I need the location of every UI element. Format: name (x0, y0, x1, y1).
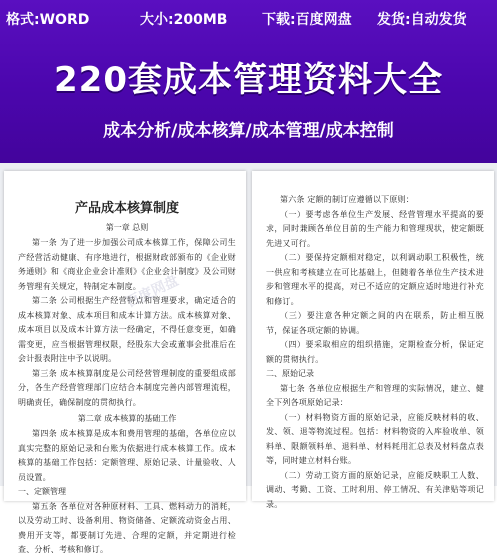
chapter-heading: 第二章 成本核算的基础工作 (77, 414, 177, 423)
document-title: 产品成本核算制度 (74, 201, 179, 216)
paragraph: 第五条 各单位对各种原材料、工具、燃料动力的消耗，以及劳动工时、设备利用、物资储备、定额流动资金占用、费用开支等，都要制订先进、合理的定额，并定期进行检查、分析、考核和修订。 (18, 501, 236, 554)
list-item: （四）要采取相应的组织措施，定期检查分析，保证定额的贯彻执行。 (266, 340, 484, 364)
delivery-label: 发货:自动发货 (377, 12, 467, 28)
promo-banner (0, 0, 497, 163)
paragraph: 第三条 成本核算制度是公司经营管理制度的重要组成部分，各生产经营管理部门应结合本制度完善内部管理流程，明确责任，确保制度的贯彻执行。 (18, 368, 236, 407)
info-bar (0, 0, 497, 34)
watermark: 百度网盘 (123, 272, 182, 311)
paragraph: 第六条 定额的制订应遵循以下原则： (280, 195, 414, 204)
paragraph: 第四条 成本核算是成本和费用管理的基础，各单位应以真实完整的原始记录和台账为依据进行成本核算工作。成本核算的基础工作包括：定额管理、原始记录、计量验收、人员设置。 (18, 429, 236, 482)
download-label: 下载:百度网盘 (262, 12, 352, 28)
list-item: （一）要考虑各单位生产发展、经营管理水平提高的要求，同时兼顾各单位目前的生产能力和管理现状，使定额既先进又可行。 (266, 209, 484, 248)
banner-title: 220套成本管理资料大全 (54, 60, 443, 100)
section-heading: 二、原始记录 (266, 369, 314, 378)
list-item: （一）材料物资方面的原始记录，应能反映材料的收、发、领、退等物流过程。包括：材料物资的入库验收单、领料单、限额领料单、退料单、材料耗用汇总表及材料盘点表等，同时建立材料台账。 (266, 412, 484, 465)
paragraph: 第二条 公司根据生产经营特点和管理要求，确定适合的成本核算对象、成本项目和成本计算方法。成本核算对象、成本项目以及成本计算方法一经确定，不得任意变更，如确需变更，应当根据管理权限，经股东大会或董事会批准后在会计报表附注中予以说明。 (18, 296, 236, 363)
list-item: （二）要保持定额相对稳定，以利调动职工积极性，统一供应和考核建立在可比基础上，但随着各单位生产技术进步和管理水平的提高，对已不适应的定额应适时地进行补充和修订。 (266, 253, 484, 306)
format-label: 格式:WORD (6, 12, 90, 28)
paragraph: 第七条 各单位应根据生产和管理的实际情况，建立、健全下列各项原始记录： (266, 383, 484, 407)
chapter-heading: 第一章 总则 (105, 223, 149, 232)
list-item: （二）劳动工资方面的原始记录，应能反映职工人数、调动、考勤、工资、工时利用、停工情况、有关津贴等项记录。 (266, 470, 484, 509)
section-heading: 一、定额管理 (18, 487, 66, 496)
size-label: 大小:200MB (140, 12, 228, 28)
banner-subtitle: 成本分析/成本核算/成本管理/成本控制 (103, 121, 394, 141)
paragraph: 第一条 为了进一步加强公司成本核算工作，保障公司生产经营活动健康、有序地进行，根据财政部颁布的《企业财务通则》和《商业企业会计准则》《企业会计制度》及公司财务管理有关规定，特制定本制度。 (18, 238, 236, 291)
left-document-page (4, 171, 246, 554)
list-item: （三）要注意各种定额之间的内在联系，防止相互脱节，保证各项定额的协调。 (266, 311, 484, 335)
document-preview (0, 163, 497, 554)
right-document-page (252, 171, 494, 509)
